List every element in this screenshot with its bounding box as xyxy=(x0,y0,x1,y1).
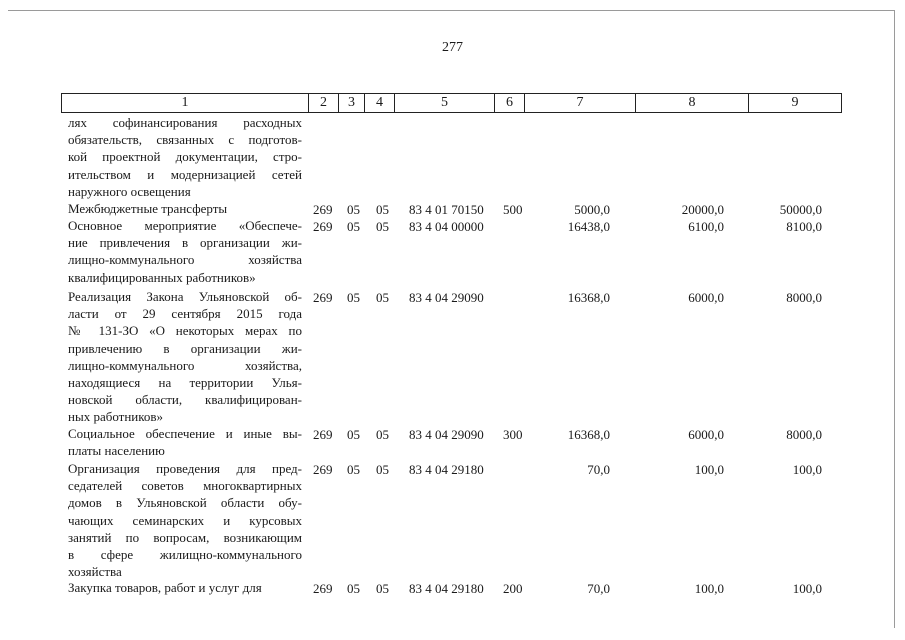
col-5-code: 83 4 04 00000 xyxy=(409,219,484,234)
row-description xyxy=(68,579,302,596)
col-7-amount: 16438,0 xyxy=(567,219,610,234)
col-2-value: 269 xyxy=(313,462,333,477)
description-line: седателей советов многоквартирных xyxy=(68,478,302,494)
header-col-8: 8 xyxy=(636,94,749,112)
col-2-value: 269 xyxy=(313,202,333,217)
header-col-5: 5 xyxy=(395,94,495,112)
row-description xyxy=(68,460,302,580)
header-col-9: 9 xyxy=(791,95,799,110)
col-8-amount: 100,0 xyxy=(694,462,724,477)
row-description xyxy=(68,217,302,286)
row-description xyxy=(68,200,302,217)
col-2-value: 269 xyxy=(313,581,333,596)
col-7-amount: 16368,0 xyxy=(567,427,610,442)
col-5-code: 83 4 01 70150 xyxy=(409,202,484,217)
description-line: Реализация Закона Ульяновской об- xyxy=(68,289,302,304)
col-4-value: 05 xyxy=(376,462,389,477)
col-9-amount: 100,0 xyxy=(792,581,822,596)
col-6-value: 300 xyxy=(503,427,523,442)
description-line: Социальное обеспечение и иные вы- xyxy=(68,426,302,441)
col-3-value: 05 xyxy=(347,462,360,477)
description-line: платы населению xyxy=(68,443,165,459)
col-3-value: 05 xyxy=(347,427,360,442)
col-8-amount: 20000,0 xyxy=(681,202,724,217)
col-3-value: 05 xyxy=(347,202,360,217)
description-line: обязательств, связанных с подготов- xyxy=(68,132,302,148)
description-line: домов в Ульяновской области обу- xyxy=(68,495,302,511)
col-9-amount: 100,0 xyxy=(792,462,822,477)
table-header-row xyxy=(61,93,842,113)
header-col-7: 7 xyxy=(525,94,636,112)
col-7-amount: 70,0 xyxy=(587,581,610,596)
col-7-amount: 16368,0 xyxy=(567,290,610,305)
description-line: ласти от 29 сентября 2015 года xyxy=(68,306,302,322)
description-line: № 131-ЗО «О некоторых мерах по xyxy=(68,323,302,339)
description-line: кой проектной документации, стро- xyxy=(68,149,302,165)
description-line: ных работников» xyxy=(68,409,164,425)
description-line: привлечению в организации жи- xyxy=(68,340,302,356)
description-line: находящиеся на территории Улья- xyxy=(68,374,302,390)
col-6-value: 500 xyxy=(503,202,523,217)
description-line: Закупка товаров, работ и услуг для xyxy=(68,580,262,595)
description-line: квалифицированных работников» xyxy=(68,269,256,285)
description-line: Организация проведения для пред- xyxy=(68,461,302,476)
header-col-3: 3 xyxy=(339,94,365,112)
col-8-amount: 6000,0 xyxy=(688,290,724,305)
col-5-code: 83 4 04 29180 xyxy=(409,581,484,596)
description-line: лищно-коммунального хозяйства, xyxy=(68,357,302,373)
col-4-value: 05 xyxy=(376,581,389,596)
description-line: Основное мероприятие «Обеспече- xyxy=(68,218,302,233)
col-5-code: 83 4 04 29090 xyxy=(409,290,484,305)
description-line: новской области, квалифицирован- xyxy=(68,392,302,408)
col-3-value: 05 xyxy=(347,290,360,305)
col-4-value: 05 xyxy=(376,202,389,217)
description-line: наружного освещения xyxy=(68,183,191,199)
col-4-value: 05 xyxy=(376,427,389,442)
col-9-amount: 8000,0 xyxy=(786,290,822,305)
col-3-value: 05 xyxy=(347,581,360,596)
col-8-amount: 6100,0 xyxy=(688,219,724,234)
col-8-amount: 6000,0 xyxy=(688,427,724,442)
row-description xyxy=(68,425,302,459)
col-2-value: 269 xyxy=(313,427,333,442)
description-line: чающих семинарских и курсовых xyxy=(68,512,302,528)
col-5-code: 83 4 04 29090 xyxy=(409,427,484,442)
col-3-value: 05 xyxy=(347,219,360,234)
header-col-6: 6 xyxy=(495,94,525,112)
description-line: Межбюджетные трансферты xyxy=(68,201,228,216)
description-line: в сфере жилищно-коммунального xyxy=(68,546,302,562)
col-9-amount: 8100,0 xyxy=(786,219,822,234)
col-9-amount: 50000,0 xyxy=(779,202,822,217)
description-line: ительством и модернизацией сетей xyxy=(68,166,302,182)
row-description xyxy=(68,114,302,200)
col-2-value: 269 xyxy=(313,219,333,234)
col-8-amount: 100,0 xyxy=(694,581,724,596)
col-4-value: 05 xyxy=(376,290,389,305)
col-7-amount: 70,0 xyxy=(587,462,610,477)
description-line: лях софинансирования расходных xyxy=(68,115,302,130)
header-col-1: 1 xyxy=(62,94,309,112)
description-line: занятий по вопросам, возникающим xyxy=(68,529,302,545)
col-9-amount: 8000,0 xyxy=(786,427,822,442)
description-line: лищно-коммунального хозяйства xyxy=(68,252,302,268)
header-col-2: 2 xyxy=(309,94,339,112)
header-col-4: 4 xyxy=(365,94,395,112)
col-4-value: 05 xyxy=(376,219,389,234)
row-description xyxy=(68,288,302,426)
col-2-value: 269 xyxy=(313,290,333,305)
description-line: ние привлечения в организации жи- xyxy=(68,235,302,251)
col-7-amount: 5000,0 xyxy=(574,202,610,217)
col-6-value: 200 xyxy=(503,581,523,596)
page-number: 277 xyxy=(442,40,463,55)
col-5-code: 83 4 04 29180 xyxy=(409,462,484,477)
description-line: хозяйства xyxy=(68,564,122,580)
